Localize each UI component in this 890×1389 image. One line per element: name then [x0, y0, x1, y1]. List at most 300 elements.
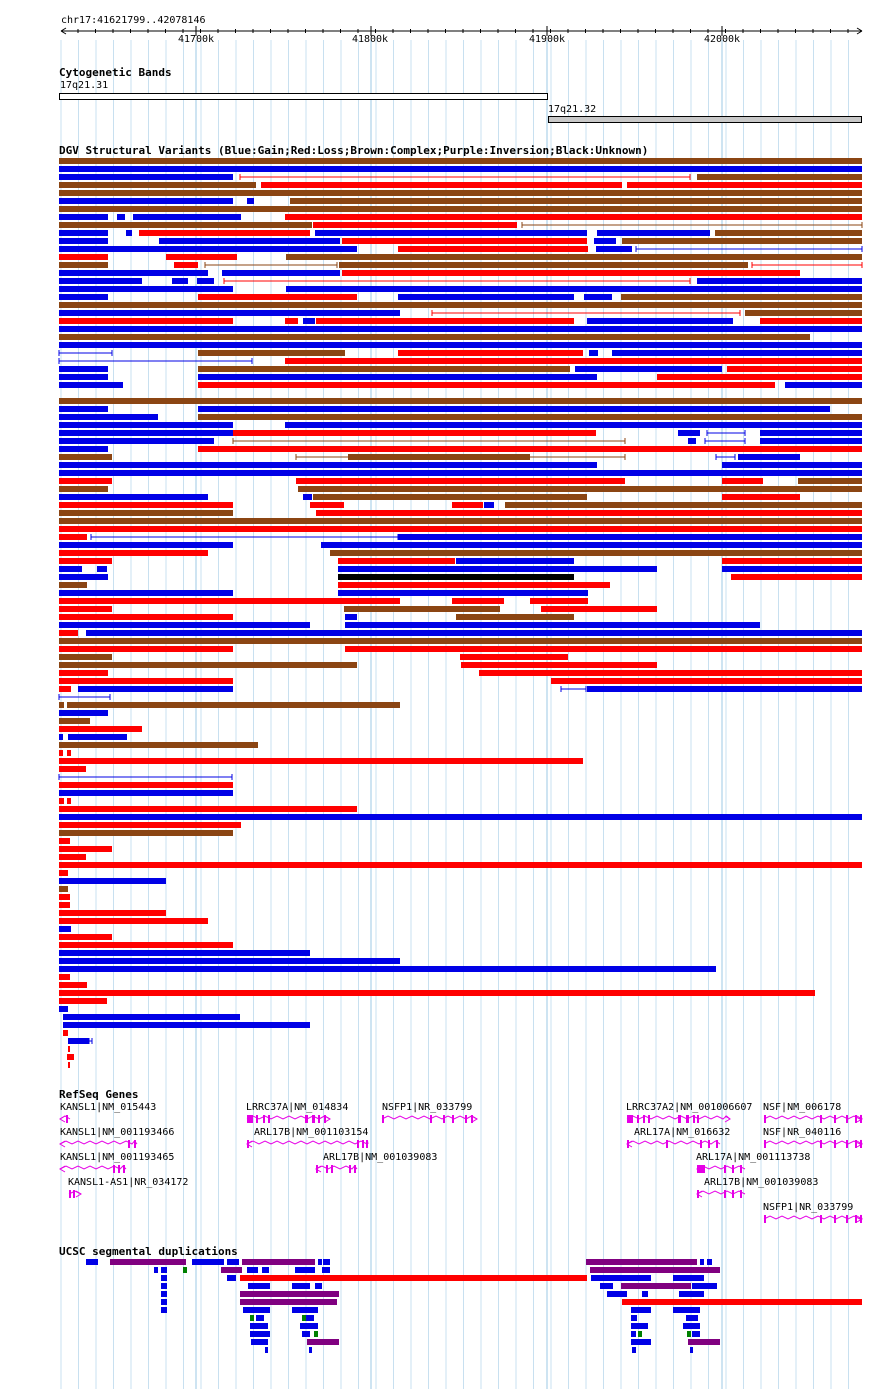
feature-block — [59, 942, 233, 948]
gene-label[interactable]: ARL17B|NM_001103154 — [254, 1127, 369, 1138]
gene-exon — [66, 1115, 68, 1123]
feature-block — [679, 1291, 704, 1297]
feature-block — [59, 830, 233, 836]
feature-block — [59, 798, 64, 804]
feature-block — [59, 758, 583, 764]
gene-exon — [326, 1165, 328, 1173]
feature-block — [587, 686, 862, 692]
gene-exon — [846, 1115, 848, 1123]
gene-exon — [465, 1115, 467, 1123]
gene-label[interactable]: ARL17B|NM_001039083 — [323, 1152, 438, 1163]
gene-exon — [724, 1190, 726, 1198]
feature-block — [250, 1323, 268, 1329]
ruler-tick-label: 41900k — [528, 34, 566, 45]
feature-block — [59, 950, 310, 956]
gene-exon — [820, 1140, 822, 1148]
feature-block — [240, 1299, 337, 1305]
feature-block — [63, 1014, 240, 1020]
gene-label[interactable]: LRRC37A2|NM_001006607 — [626, 1102, 753, 1113]
feature-block — [285, 422, 862, 428]
feature-block — [631, 1331, 636, 1337]
feature-block — [342, 270, 800, 276]
feature-block — [198, 366, 570, 372]
feature-block — [398, 350, 583, 356]
feature-block — [59, 990, 815, 996]
feature-block — [342, 238, 587, 244]
feature-block — [398, 246, 588, 252]
feature-block — [302, 1315, 306, 1321]
gene-exon — [452, 1115, 454, 1123]
feature-block — [262, 1267, 269, 1273]
feature-block — [456, 614, 574, 620]
gene-exon — [764, 1215, 766, 1223]
feature-block — [242, 1259, 315, 1265]
feature-block — [631, 1323, 648, 1329]
feature-block — [59, 670, 108, 676]
gene-exon — [69, 1190, 71, 1198]
feature-block — [692, 1283, 717, 1289]
feature-block — [59, 430, 233, 436]
gene-label[interactable]: KANSL1|NM_015443 — [60, 1102, 157, 1113]
feature-block — [642, 1291, 648, 1297]
feature-block — [240, 1291, 339, 1297]
feature-block — [690, 1347, 693, 1353]
feature-block — [59, 326, 862, 332]
feature-block — [59, 310, 400, 316]
gene-exon — [834, 1140, 836, 1148]
gene-exon — [430, 1115, 432, 1123]
feature-block — [678, 430, 700, 436]
feature-block — [250, 1315, 254, 1321]
feature-block — [59, 510, 233, 516]
feature-block — [59, 574, 108, 580]
gene-label[interactable]: LRRC37A|NM_014834 — [246, 1102, 349, 1113]
feature-block — [222, 270, 340, 276]
feature-block — [303, 318, 315, 324]
feature-block — [339, 262, 748, 268]
feature-block — [59, 230, 108, 236]
gene-exon — [732, 1190, 734, 1198]
refseq-track-title: RefSeq Genes — [59, 1088, 139, 1101]
feature-block — [59, 446, 108, 452]
feature-block — [687, 1331, 691, 1337]
feature-block — [338, 558, 455, 564]
feature-block — [285, 318, 298, 324]
feature-block — [59, 182, 256, 188]
feature-block — [316, 510, 862, 516]
segdup-track-title: UCSC segmental duplications — [59, 1245, 238, 1258]
gene-exon — [357, 1140, 359, 1148]
feature-block — [59, 886, 68, 892]
feature-block — [161, 1283, 167, 1289]
feature-block — [621, 1283, 691, 1289]
gene-exon — [366, 1140, 368, 1148]
feature-block — [479, 670, 862, 676]
feature-block — [632, 1347, 636, 1353]
gene-exon — [834, 1115, 836, 1123]
feature-block — [59, 686, 71, 692]
feature-block — [67, 702, 400, 708]
feature-block — [198, 374, 597, 380]
gene-exon — [268, 1115, 270, 1123]
feature-block — [59, 198, 233, 204]
feature-block — [227, 1259, 239, 1265]
feature-block — [59, 190, 862, 196]
gene-intron — [247, 1141, 368, 1144]
feature-block — [316, 318, 574, 324]
gene-label[interactable]: KANSL1-AS1|NR_034172 — [68, 1177, 189, 1188]
feature-block — [295, 1267, 315, 1273]
gene-exon — [627, 1115, 633, 1123]
feature-block — [673, 1275, 704, 1281]
gene-exon — [724, 1165, 726, 1173]
dgv-track-title: DGV Structural Variants (Blue:Gain;Red:Loss;Brown:Complex;Purple:Inversion;Black:Unknown) — [59, 144, 649, 157]
feature-block — [247, 1267, 258, 1273]
gene-exon — [256, 1115, 258, 1123]
feature-block — [344, 606, 500, 612]
feature-block — [59, 814, 862, 820]
gene-label[interactable]: NSF|NM_006178 — [763, 1102, 842, 1113]
gene-intron — [60, 1141, 137, 1144]
feature-block — [59, 238, 108, 244]
feature-block — [59, 998, 107, 1004]
gene-exon — [134, 1140, 136, 1148]
feature-block — [59, 934, 112, 940]
feature-block — [59, 318, 233, 324]
feature-block — [722, 558, 862, 564]
feature-block — [261, 182, 622, 188]
feature-block — [323, 1259, 330, 1265]
feature-block — [59, 534, 87, 540]
feature-block — [760, 438, 862, 444]
cytoband-17q21.31 — [60, 94, 548, 100]
feature-block — [688, 438, 696, 444]
feature-block — [59, 550, 208, 556]
feature-block — [240, 1275, 587, 1281]
feature-block — [67, 1054, 74, 1060]
feature-block — [622, 1299, 862, 1305]
feature-block — [68, 1062, 70, 1068]
gene-exon — [118, 1165, 120, 1173]
feature-block — [300, 1323, 318, 1329]
feature-block — [631, 1307, 651, 1313]
feature-block — [686, 1315, 698, 1321]
feature-block — [59, 870, 68, 876]
feature-block — [59, 334, 810, 340]
feature-block — [315, 1283, 322, 1289]
feature-block — [551, 678, 862, 684]
feature-block — [59, 790, 233, 796]
feature-block — [59, 542, 233, 548]
gene-exon — [855, 1115, 857, 1123]
gene-label[interactable]: KANSL1|NM_001193466 — [60, 1127, 175, 1138]
feature-block — [338, 582, 610, 588]
feature-block — [722, 566, 862, 572]
feature-block — [161, 1307, 167, 1313]
gene-exon — [354, 1165, 356, 1173]
feature-block — [59, 246, 357, 252]
feature-block — [59, 566, 82, 572]
gene-exon — [855, 1140, 857, 1148]
feature-block — [484, 502, 494, 508]
feature-block — [59, 982, 87, 988]
feature-block — [59, 862, 862, 868]
ruler-tick-label: 41800k — [351, 34, 389, 45]
gene-exon — [846, 1215, 848, 1223]
feature-block — [697, 174, 862, 180]
feature-block — [59, 710, 108, 716]
feature-block — [59, 254, 108, 260]
gene-exon — [708, 1140, 710, 1148]
feature-block — [338, 574, 574, 580]
feature-block — [59, 422, 233, 428]
feature-block — [59, 286, 233, 292]
gene-exon — [128, 1140, 130, 1148]
feature-block — [221, 1267, 242, 1273]
feature-block — [59, 598, 400, 604]
feature-block — [159, 238, 340, 244]
feature-block — [59, 662, 357, 668]
feature-block — [345, 646, 862, 652]
feature-block — [197, 278, 214, 284]
gene-exon — [382, 1115, 384, 1123]
feature-block — [318, 1259, 322, 1265]
gene-exon — [678, 1115, 681, 1123]
feature-block — [631, 1339, 651, 1345]
feature-block — [596, 246, 632, 252]
feature-block — [59, 822, 241, 828]
feature-block — [591, 1275, 651, 1281]
feature-block — [59, 270, 208, 276]
feature-block — [345, 614, 357, 620]
feature-block — [59, 806, 357, 812]
feature-block — [460, 654, 568, 660]
feature-block — [59, 526, 862, 532]
feature-block — [785, 382, 862, 388]
feature-block — [78, 686, 233, 692]
feature-block — [530, 598, 588, 604]
gene-label[interactable]: NSFP1|NR_033799 — [763, 1202, 854, 1213]
feature-block — [313, 222, 517, 228]
cytoband-track-title: Cytogenetic Bands — [59, 66, 172, 79]
feature-block — [59, 206, 862, 212]
feature-block — [59, 702, 64, 708]
gene-exon — [247, 1115, 253, 1123]
gene-label[interactable]: ARL17A|NM_016632 — [634, 1127, 731, 1138]
feature-block — [248, 1283, 270, 1289]
gene-exon — [820, 1215, 822, 1223]
feature-block — [345, 622, 760, 628]
feature-block — [541, 606, 657, 612]
feature-block — [161, 1299, 167, 1305]
feature-block — [452, 502, 483, 508]
feature-block — [172, 278, 188, 284]
feature-block — [452, 598, 504, 604]
feature-block — [722, 478, 763, 484]
gene-intron — [60, 1166, 126, 1169]
feature-block — [321, 542, 862, 548]
gene-exon — [834, 1215, 836, 1223]
feature-block — [59, 374, 108, 380]
feature-block — [292, 1307, 318, 1313]
feature-block — [306, 1315, 314, 1321]
gene-label[interactable]: NSF|NR_040116 — [763, 1127, 842, 1138]
feature-block — [192, 1259, 224, 1265]
feature-block — [59, 438, 214, 444]
feature-block — [59, 678, 233, 684]
feature-block — [198, 350, 345, 356]
feature-block — [59, 262, 108, 268]
feature-block — [59, 494, 208, 500]
gene-label[interactable]: NSFP1|NR_033799 — [382, 1102, 473, 1113]
feature-block — [59, 174, 233, 180]
cytoband-label: 17q21.31 — [60, 80, 109, 91]
feature-block — [59, 462, 597, 468]
gene-label[interactable]: KANSL1|NM_001193465 — [60, 1152, 175, 1163]
feature-block — [575, 366, 722, 372]
feature-block — [314, 1331, 318, 1337]
feature-block — [59, 782, 233, 788]
feature-block — [59, 478, 112, 484]
feature-block — [59, 302, 862, 308]
feature-block — [286, 254, 862, 260]
feature-block — [110, 1259, 186, 1265]
feature-block — [59, 878, 166, 884]
feature-block — [126, 230, 132, 236]
gene-exon — [732, 1165, 734, 1173]
gene-exon — [349, 1165, 351, 1173]
feature-block — [166, 254, 237, 260]
feature-block — [461, 662, 657, 668]
gene-exon — [331, 1165, 333, 1173]
feature-block — [174, 262, 198, 268]
feature-block — [59, 926, 71, 932]
feature-block — [59, 734, 63, 740]
feature-block — [251, 1339, 268, 1345]
feature-block — [292, 1283, 310, 1289]
feature-block — [256, 1315, 264, 1321]
gene-intron — [382, 1116, 477, 1119]
feature-block — [59, 342, 862, 348]
feature-block — [227, 1275, 236, 1281]
feature-block — [285, 214, 862, 220]
feature-block — [59, 582, 87, 588]
feature-block — [338, 590, 588, 596]
feature-block — [587, 318, 733, 324]
feature-block — [243, 1307, 270, 1313]
feature-block — [59, 294, 108, 300]
feature-block — [348, 454, 530, 460]
feature-block — [59, 502, 233, 508]
feature-block — [59, 590, 233, 596]
feature-block — [315, 230, 587, 236]
feature-block — [59, 766, 86, 772]
gene-exon — [648, 1115, 650, 1123]
feature-block — [612, 350, 862, 356]
feature-block — [322, 1267, 330, 1273]
locus-label: chr17:41621799..42078146 — [61, 15, 206, 26]
gene-exon — [855, 1215, 857, 1223]
gene-exon — [305, 1115, 308, 1123]
feature-block — [198, 414, 862, 420]
feature-block — [161, 1267, 167, 1273]
feature-block — [622, 238, 862, 244]
feature-block — [59, 222, 312, 228]
feature-block — [59, 406, 108, 412]
feature-block — [745, 310, 862, 316]
feature-block — [673, 1307, 700, 1313]
gene-exon — [846, 1140, 848, 1148]
gene-exon — [764, 1115, 766, 1123]
feature-block — [700, 1259, 704, 1265]
feature-block — [59, 558, 112, 564]
gene-label[interactable]: ARL17A|NM_001113738 — [696, 1152, 811, 1163]
feature-block — [303, 494, 312, 500]
gene-exon — [740, 1190, 742, 1198]
gene-exon — [123, 1165, 125, 1173]
feature-block — [154, 1267, 158, 1273]
feature-block — [398, 294, 574, 300]
gene-exon — [740, 1165, 742, 1173]
feature-block — [59, 846, 112, 852]
feature-block — [68, 1038, 89, 1044]
feature-block — [59, 166, 862, 172]
feature-block — [59, 902, 70, 908]
feature-block — [59, 910, 166, 916]
feature-block — [59, 638, 862, 644]
feature-block — [59, 382, 123, 388]
feature-block — [307, 1339, 339, 1345]
cytoband-label: 17q21.32 — [548, 104, 597, 115]
gene-exon — [263, 1115, 265, 1123]
feature-block — [707, 1259, 712, 1265]
feature-block — [59, 894, 70, 900]
feature-block — [59, 726, 142, 732]
feature-block — [59, 366, 108, 372]
feature-block — [505, 502, 862, 508]
feature-block — [59, 1006, 68, 1012]
feature-block — [59, 974, 70, 980]
gene-exon — [820, 1115, 822, 1123]
feature-block — [67, 798, 71, 804]
feature-block — [59, 454, 112, 460]
feature-block — [198, 294, 357, 300]
feature-block — [738, 454, 800, 460]
feature-block — [59, 158, 862, 164]
feature-block — [286, 286, 862, 292]
feature-block — [198, 406, 830, 412]
feature-block — [250, 1331, 270, 1337]
feature-block — [59, 958, 400, 964]
feature-block — [161, 1275, 167, 1281]
feature-block — [183, 1267, 187, 1273]
feature-block — [59, 614, 233, 620]
feature-block — [310, 502, 344, 508]
gene-exon — [73, 1190, 75, 1198]
feature-block — [657, 374, 862, 380]
feature-block — [590, 1267, 720, 1273]
feature-block — [607, 1291, 627, 1297]
feature-block — [760, 318, 862, 324]
feature-block — [715, 230, 862, 236]
feature-block — [456, 558, 574, 564]
feature-block — [63, 1022, 310, 1028]
gene-label[interactable]: ARL17B|NM_001039083 — [704, 1177, 819, 1188]
feature-block — [760, 430, 862, 436]
feature-block — [621, 294, 862, 300]
feature-block — [68, 1046, 70, 1052]
gene-exon — [362, 1140, 364, 1148]
